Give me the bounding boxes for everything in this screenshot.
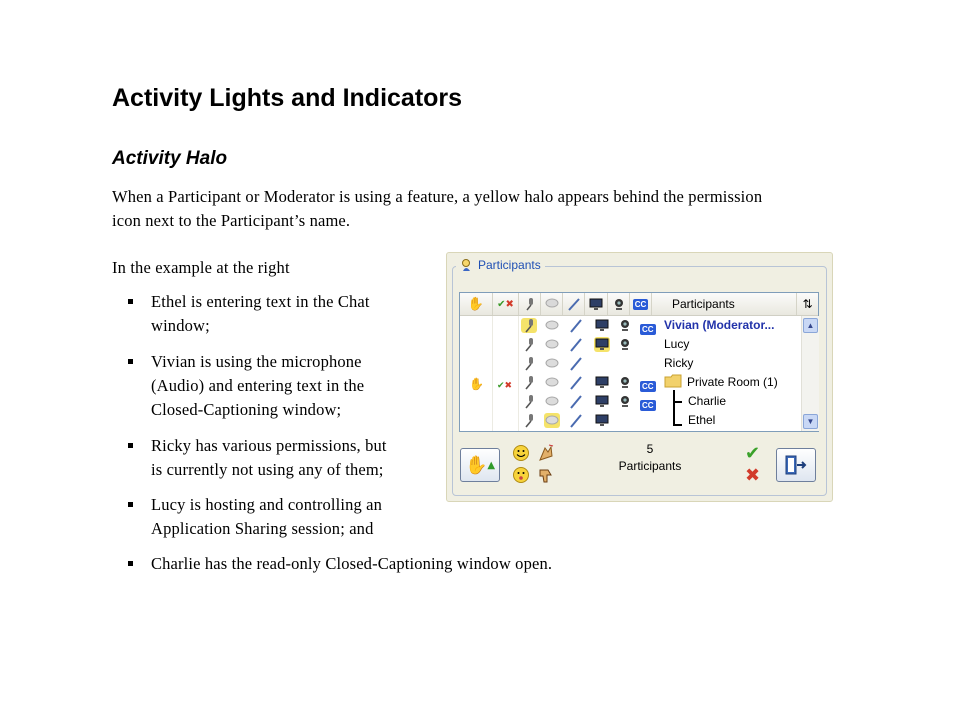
col-divider [492,316,493,431]
bullet-line: (Audio) and entering text in the [151,376,365,395]
bullet-marker [128,299,133,304]
scroll-up-button[interactable] [803,318,818,333]
section-heading: Activity Halo [112,148,228,169]
exit-room-button[interactable] [776,448,816,482]
participant-name-charlie[interactable]: Charlie [688,394,727,408]
microphone-icon [521,337,537,352]
pen-icon [568,394,584,409]
tree-connector [673,424,682,426]
microphone-icon [521,318,537,333]
col-divider [518,316,519,431]
pen-icon [568,337,584,352]
bullet-line: Closed-Captioning window; [151,400,342,419]
tree-connector [673,390,685,426]
grid-header [460,293,818,316]
raise-hand-icon: ✋ [469,377,484,391]
smiley-icon[interactable] [512,444,530,462]
participant-name-ricky[interactable]: Ricky [664,356,694,370]
bullet-line: Ricky has various permissions, but [151,436,387,455]
scroll-down-button[interactable] [803,414,818,429]
thumbs-down-icon[interactable] [536,466,556,484]
closed-caption-icon: CC [634,299,647,309]
chat-bubble-icon [545,298,559,310]
microphone-icon [521,356,537,371]
microphone-icon [523,297,537,311]
participant-name-private-room[interactable]: Private Room (1) [687,375,778,389]
col-hand[interactable] [460,293,493,315]
chat-bubble-icon [544,337,560,352]
col-chat[interactable] [541,293,563,315]
confused-face-icon[interactable] [512,466,530,484]
sort-button[interactable] [797,293,818,315]
chevron-down-icon: ▼ [806,417,815,426]
webcam-icon [617,394,633,409]
pen-icon [567,297,581,311]
bullet-line: Charlie has the read-only Closed-Captioning window open. [151,554,553,573]
bullet-line: Lucy is hosting and controlling an [151,495,383,514]
raise-hand-button[interactable] [460,448,500,482]
participant-name-lucy[interactable]: Lucy [664,337,690,351]
col-whiteboard[interactable] [563,293,585,315]
folder-icon [664,374,682,388]
chat-bubble-icon [544,356,560,371]
col-captions[interactable] [630,293,652,315]
monitor-icon [594,413,610,428]
deny-cross-icon[interactable]: ✖ [745,465,761,486]
raise-hand-icon: ✋ [464,454,488,476]
bullet-line: window; [151,316,210,335]
pen-icon [568,318,584,333]
grid-scrollbar[interactable] [801,316,819,431]
closed-caption-icon: CC [642,325,654,334]
closed-caption-icon: CC [642,382,654,391]
col-approve[interactable] [493,293,519,315]
chevron-up-icon: ▲ [806,321,815,330]
exit-icon [784,455,808,475]
bullet-marker [128,561,133,566]
participants-icon [460,258,474,272]
bullet-line: Application Sharing session; and [151,519,374,538]
participant-name-vivian[interactable]: Vivian (Moderator... [664,318,775,332]
col-appshare[interactable] [585,293,608,315]
panel-title-label: Participants [478,258,541,272]
intro-paragraph: When a Participant or Moderator is using a feature, a yellow halo appears behind the permission icon next to the Participant’s name. [112,187,763,230]
col-participants[interactable] [652,293,797,315]
arrow-up-icon: ▲ [487,459,496,471]
participant-name-ethel[interactable]: Ethel [688,413,716,427]
monitor-icon [594,318,610,333]
check-cross-icon: ✔✖ [497,381,513,391]
monitor-icon [594,394,610,409]
participant-count-label: Participants [618,459,682,473]
webcam-icon [617,337,633,352]
closed-caption-icon: CC [642,401,654,410]
pen-icon [568,375,584,390]
page-title: Activity Lights and Indicators [112,84,463,112]
pen-icon [568,413,584,428]
bullet-marker [128,502,133,507]
column-header-label: Participants [672,297,735,311]
sort-icon: ⇅ [802,297,813,311]
col-video[interactable] [608,293,630,315]
microphone-icon [521,413,537,428]
bullet-marker [128,359,133,364]
webcam-icon [613,298,625,311]
applause-icon[interactable] [536,444,556,462]
chat-bubble-icon [544,375,560,390]
bullet-line: is currently not using any of them; [151,460,384,479]
chat-bubble-icon [544,318,560,333]
bullet-line: Vivian is using the microphone [151,352,362,371]
monitor-icon [594,337,610,352]
pen-icon [568,356,584,371]
raise-hand-icon: ✋ [467,296,485,312]
participant-count: 5 [646,442,654,456]
example-lead-text: In the example at the right [112,258,290,277]
bullet-line: Ethel is entering text in the Chat [151,292,370,311]
panel-title [456,258,545,272]
bullet-marker [128,443,133,448]
approve-check-icon[interactable]: ✔ [745,443,761,464]
col-audio[interactable] [519,293,541,315]
chat-bubble-icon [544,413,560,428]
tree-connector [673,401,682,403]
webcam-icon [617,318,633,333]
monitor-icon [594,375,610,390]
monitor-icon [589,298,603,311]
microphone-icon [521,394,537,409]
microphone-icon [521,375,537,390]
chat-bubble-icon [544,394,560,409]
check-cross-icon: ✔✖ [497,298,514,310]
webcam-icon [617,375,633,390]
